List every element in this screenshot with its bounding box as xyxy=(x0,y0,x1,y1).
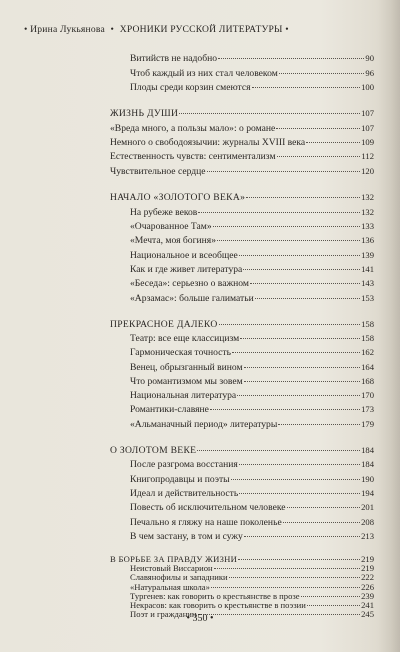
toc-entry[interactable] xyxy=(130,530,374,543)
toc-entry-title: Как и где живет литература xyxy=(130,264,243,275)
toc-entry-page: 213 xyxy=(361,531,374,541)
toc-entry[interactable] xyxy=(130,389,374,402)
toc-entry-page: 245 xyxy=(361,609,374,620)
toc-entry-page: 184 xyxy=(361,459,374,469)
toc-entry[interactable] xyxy=(110,165,374,178)
toc-entry-title: Чтоб каждый из них стал человеком xyxy=(130,68,278,79)
toc-leader-dots xyxy=(250,283,360,284)
toc-entry-page: 120 xyxy=(361,166,374,176)
toc-entry[interactable] xyxy=(130,332,374,345)
toc-entry-title: «Арзамас»: больше галиматьи xyxy=(130,293,254,304)
toc-entry-page: 222 xyxy=(361,572,374,583)
toc-leader-dots xyxy=(239,255,360,256)
toc-entry[interactable] xyxy=(130,361,374,374)
toc-entry-title: Некрасов: как говорить о крестьянстве в поэзии xyxy=(130,600,306,610)
toc-leader-dots xyxy=(244,367,360,368)
toc-entry-page: 133 xyxy=(361,221,374,231)
toc-entry-page: 201 xyxy=(361,502,374,512)
toc-entry[interactable] xyxy=(130,418,374,431)
toc-leader-dots xyxy=(287,507,361,508)
toc-leader-dots xyxy=(301,596,361,597)
toc-entry-title: ПРЕКРАСНОЕ ДАЛЕКО xyxy=(110,319,218,330)
toc-entry[interactable] xyxy=(130,52,374,65)
toc-entry[interactable] xyxy=(110,122,374,135)
toc-entry-page: 208 xyxy=(361,517,374,527)
page-number: • 350 • xyxy=(186,613,214,624)
toc-leader-dots xyxy=(231,479,361,480)
toc-entry[interactable] xyxy=(130,375,374,388)
toc-entry-title: О ЗОЛОТОМ ВЕКЕ xyxy=(110,445,197,456)
toc-leader-dots xyxy=(306,142,360,143)
toc-entry[interactable] xyxy=(130,487,374,500)
toc-entry-page: 139 xyxy=(361,250,374,260)
toc-leader-dots xyxy=(237,395,360,396)
toc-leader-dots xyxy=(179,113,360,114)
toc-entry-title: «Беседа»: серьезно о важном xyxy=(130,278,249,289)
toc-entry[interactable] xyxy=(130,346,374,359)
toc-leader-dots xyxy=(211,587,360,588)
toc-entry[interactable] xyxy=(130,81,374,94)
toc-entry-page: 107 xyxy=(361,108,374,118)
toc-leader-dots xyxy=(243,269,360,270)
toc-entry-page: 96 xyxy=(365,68,374,78)
toc-entry[interactable] xyxy=(130,234,374,247)
toc-leader-dots xyxy=(255,298,360,299)
toc-leader-dots xyxy=(279,73,365,74)
toc-entry[interactable] xyxy=(130,277,374,290)
toc-entry-title: Славянофилы и западники xyxy=(130,572,228,583)
toc-leader-dots xyxy=(217,240,360,241)
toc-entry-title: Немного о свободоязычии: журналы XVIII века xyxy=(110,137,306,148)
toc-entry[interactable] xyxy=(130,249,374,262)
toc-entry-page: 219 xyxy=(361,554,374,564)
toc-leader-dots xyxy=(232,352,360,353)
toc-entry-page: 194 xyxy=(361,488,374,498)
toc-entry-title: Плоды среди корзин смеются xyxy=(130,82,251,93)
toc-entry-title: Гармоническая точность xyxy=(130,347,231,358)
toc-entry-page: 90 xyxy=(365,53,374,63)
toc-leader-dots xyxy=(207,171,361,172)
toc-entry-page: 226 xyxy=(361,581,374,592)
toc-entry-page: 100 xyxy=(361,82,374,92)
toc-entry[interactable] xyxy=(130,206,374,219)
toc-entry[interactable] xyxy=(130,220,374,233)
toc-section-heading[interactable] xyxy=(110,444,374,457)
toc-entry-title: Театр: все еще классицизм xyxy=(130,333,240,344)
toc-entry-page: 241 xyxy=(361,600,374,610)
toc-leader-dots xyxy=(283,522,360,523)
toc-entry-page: 173 xyxy=(361,404,374,414)
toc-entry[interactable] xyxy=(130,292,374,305)
toc-section-heading[interactable] xyxy=(110,107,374,120)
toc-entry[interactable] xyxy=(110,136,374,149)
toc-entry[interactable] xyxy=(130,516,374,529)
toc-leader-dots xyxy=(244,536,360,537)
toc-entry-page: 132 xyxy=(361,207,374,217)
header-title: ХРОНИКИ РУССКОЙ ЛИТЕРАТУРЫ xyxy=(119,24,283,35)
toc-entry[interactable] xyxy=(130,263,374,276)
toc-entry-title: «Очарованное Там» xyxy=(130,221,212,232)
toc-entry-page: 219 xyxy=(361,563,374,574)
toc-entry-title: После разгрома восстания xyxy=(130,459,238,470)
toc-entry[interactable] xyxy=(130,501,374,514)
toc-entry-title: В БОРЬБЕ ЗА ПРАВДУ ЖИЗНИ xyxy=(110,554,238,564)
toc-entry-page: 179 xyxy=(361,419,374,429)
toc-leader-dots xyxy=(239,493,360,494)
toc-entry-title: Что романтизмом мы зовем xyxy=(130,376,243,387)
toc-leader-dots xyxy=(276,128,360,129)
toc-entry-title: Национальное и всеобщее xyxy=(130,250,238,261)
page-gutter-shadow xyxy=(378,0,400,652)
toc-entry[interactable] xyxy=(130,458,374,471)
toc-entry-page: 164 xyxy=(361,362,374,372)
toc-entry-page: 112 xyxy=(361,151,374,161)
toc-entry-title: НАЧАЛО «ЗОЛОТОГО ВЕКА» xyxy=(110,192,246,203)
running-header xyxy=(24,24,374,35)
toc-leader-dots xyxy=(197,450,360,451)
toc-entry-title: Чувствительное сердце xyxy=(110,166,206,177)
toc-entry-title: Естественность чувств: сентиментализм xyxy=(110,151,276,162)
toc-leader-dots xyxy=(252,87,361,88)
toc-entry-title: Повесть об исключительном человеке xyxy=(130,502,286,513)
toc-leader-dots xyxy=(246,197,360,198)
toc-entry-page: 158 xyxy=(361,333,374,343)
toc-entry-title: Поэт и гражданин xyxy=(130,609,197,620)
toc-entry-title: Неистовый Виссарион xyxy=(130,563,213,574)
toc-leader-dots xyxy=(229,577,361,578)
toc-entry-title: Романтики-славяне xyxy=(130,404,209,415)
toc-entry-title: Идеал и действительность xyxy=(130,488,239,499)
toc-leader-dots xyxy=(213,226,360,227)
toc-entry-title: Печально я гляжу на наше поколенье xyxy=(130,517,282,528)
toc-leader-dots xyxy=(307,605,360,606)
toc-entry-title: На рубеже веков xyxy=(130,207,198,218)
toc-entry-page: 141 xyxy=(361,264,374,274)
toc-entry-page: 143 xyxy=(361,278,374,288)
header-bullet: • xyxy=(110,24,115,35)
toc-entry-page: 162 xyxy=(361,347,374,357)
toc-entry-page: 107 xyxy=(361,123,374,133)
toc-entry[interactable] xyxy=(130,403,374,416)
toc-leader-dots xyxy=(240,338,360,339)
toc-entry[interactable] xyxy=(130,67,374,80)
toc-entry-title: «Вреда много, а пользы мало»: о романе xyxy=(110,123,276,134)
toc-entry-title: Витийств не надобно xyxy=(130,53,218,64)
toc-leader-dots xyxy=(210,409,360,410)
toc-entry-page: 190 xyxy=(361,474,374,484)
toc-section-heading[interactable] xyxy=(110,191,374,204)
toc-leader-dots xyxy=(214,568,360,569)
toc-entry-page: 170 xyxy=(361,390,374,400)
toc-entry-title: Венец, обрызганный вином xyxy=(130,362,243,373)
toc-entry[interactable] xyxy=(110,150,374,163)
toc-entry-title: Книгопродавцы и поэты xyxy=(130,474,230,485)
header-bullet: • xyxy=(285,24,289,35)
toc-entry-page: 136 xyxy=(361,235,374,245)
header-bullet: • xyxy=(24,24,28,35)
toc-entry-page: 109 xyxy=(361,137,374,147)
toc-leader-dots xyxy=(278,424,360,425)
toc-entry-title: Национальная литература xyxy=(130,390,237,401)
toc-leader-dots xyxy=(198,212,360,213)
toc-entry-title: ЖИЗНЬ ДУШИ xyxy=(110,108,179,119)
toc-entry[interactable] xyxy=(130,473,374,486)
toc-leader-dots xyxy=(219,324,360,325)
toc-entry-title: «Альманачный период» литературы xyxy=(130,419,278,430)
toc-leader-dots xyxy=(238,559,360,560)
header-author: Ирина Лукьянова xyxy=(30,24,105,35)
toc-leader-dots xyxy=(277,156,361,157)
toc-entry-title: «Натуральная школа» xyxy=(130,581,210,592)
toc-entry-title: Тургенев: как говорить о крестьянстве в прозе xyxy=(130,590,300,601)
toc-entry-title: В чем застану, в том и сужу xyxy=(130,531,243,542)
toc-entry-page: 132 xyxy=(361,192,374,202)
toc-section-heading[interactable] xyxy=(110,318,374,331)
toc-leader-dots xyxy=(244,381,360,382)
toc-entry-page: 168 xyxy=(361,376,374,386)
toc-entry-page: 153 xyxy=(361,293,374,303)
toc-entry-page: 239 xyxy=(361,590,374,601)
toc-entry-page: 158 xyxy=(361,319,374,329)
toc-leader-dots xyxy=(239,464,360,465)
toc-leader-dots xyxy=(218,58,364,59)
toc-entry-page: 184 xyxy=(361,445,374,455)
toc-entry-title: «Мечта, моя богиня» xyxy=(130,235,216,246)
